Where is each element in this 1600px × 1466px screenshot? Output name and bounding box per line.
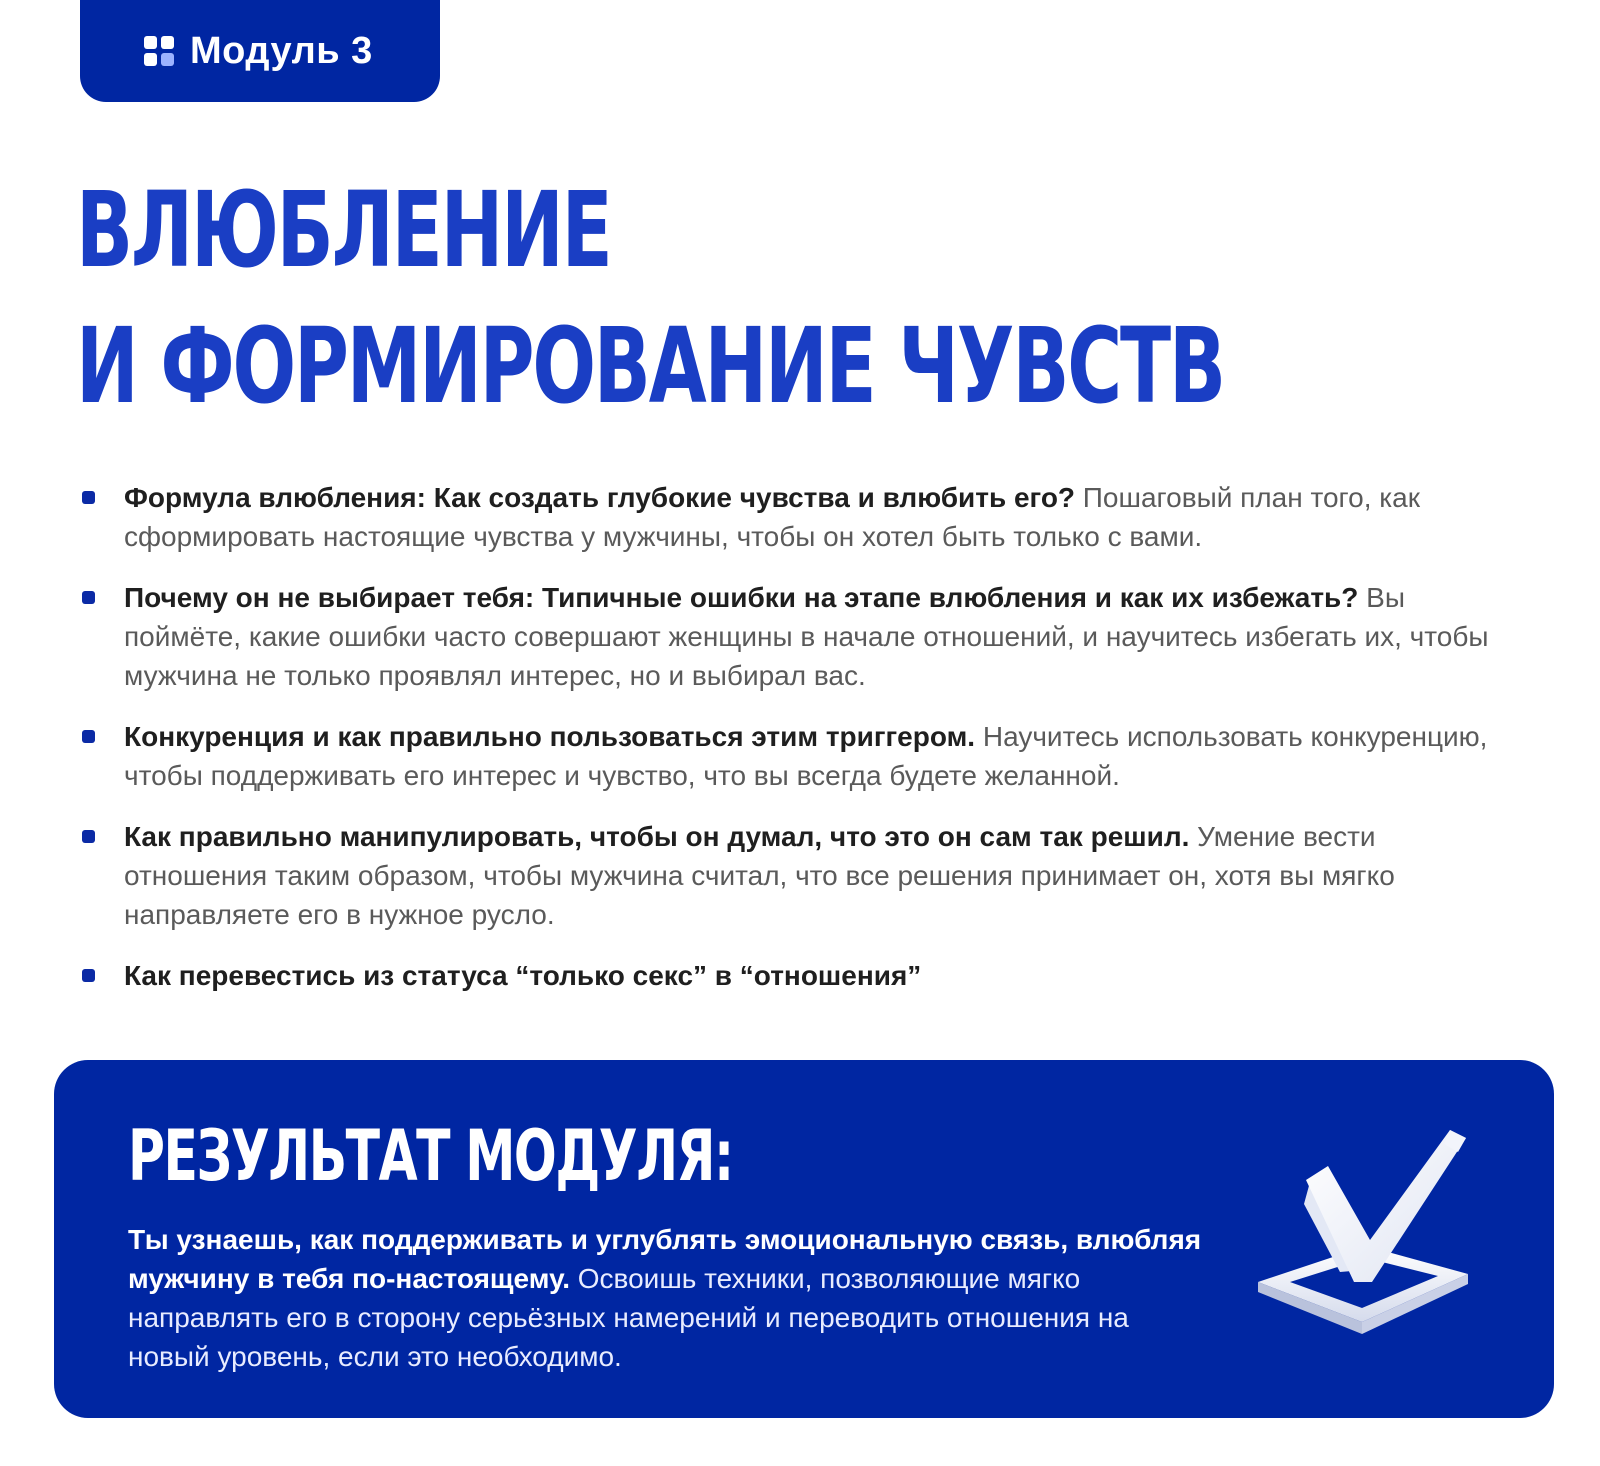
module-label: Модуль 3 [190,29,373,72]
result-title: РЕЗУЛЬТАТ МОДУЛЯ: [128,1115,733,1197]
grid-icon [144,36,174,66]
topics-list [80,478,1520,1017]
bullet-icon [82,591,95,604]
bullet-icon [82,830,95,843]
result-card [54,1060,1554,1418]
topic-heading: Формула влюбления: Как создать глубокие чувства и влюбить его? [124,482,1076,513]
page-title [76,162,1224,434]
result-text [128,1220,1208,1376]
topic-heading: Как правильно манипулировать, чтобы он думал, что это он сам так решил. [124,821,1190,852]
topic-description: Научитесь использовать конкуренцию, чтобы поддерживать его интерес и чувство, что вы всегда будете желанной. [124,721,1488,791]
list-item [80,478,1520,556]
topic-description: Умение вести отношения таким образом, чтобы мужчина считал, что все решения принимает он, хотя вы мягко направляете его в нужное русло. [124,821,1395,930]
bullet-icon [82,730,95,743]
checkmark-icon [1254,1122,1494,1352]
topic-description: Пошаговый план того, как сформировать настоящие чувства у мужчины, чтобы он хотел быть только с вами. [124,482,1420,552]
topic-heading: Почему он не выбирает тебя: Типичные ошибки на этапе влюбления и как их избежать? [124,582,1359,613]
topic-heading: Конкуренция и как правильно пользоваться этим триггером. [124,721,976,752]
module-badge [80,0,440,102]
topic-heading: Как перевестись из статуса “только секс” в “отношения” [124,960,922,991]
result-highlight: Ты узнаешь, как поддерживать и углублять эмоциональную связь, влюбляя мужчину в тебя по-настоящему. [128,1224,1202,1294]
list-item [80,717,1520,795]
bullet-icon [82,969,95,982]
bullet-icon [82,491,95,504]
list-item [80,817,1520,934]
list-item [80,956,1520,995]
result-description: Освоишь техники, позволяющие мягко направлять его в сторону серьёзных намерений и переводить отношения на новый уровень, если это необходимо. [128,1263,1129,1372]
title-line-2: И ФОРМИРОВАНИЕ ЧУВСТВ [76,305,1224,427]
topic-description: Вы поймёте, какие ошибки часто совершают женщины в начале отношений, и научитесь избегать их, чтобы мужчина не только проявлял интерес, но и выбирал вас. [124,582,1489,691]
list-item [80,578,1520,695]
title-line-1: ВЛЮБЛЕНИЕ [76,169,611,291]
